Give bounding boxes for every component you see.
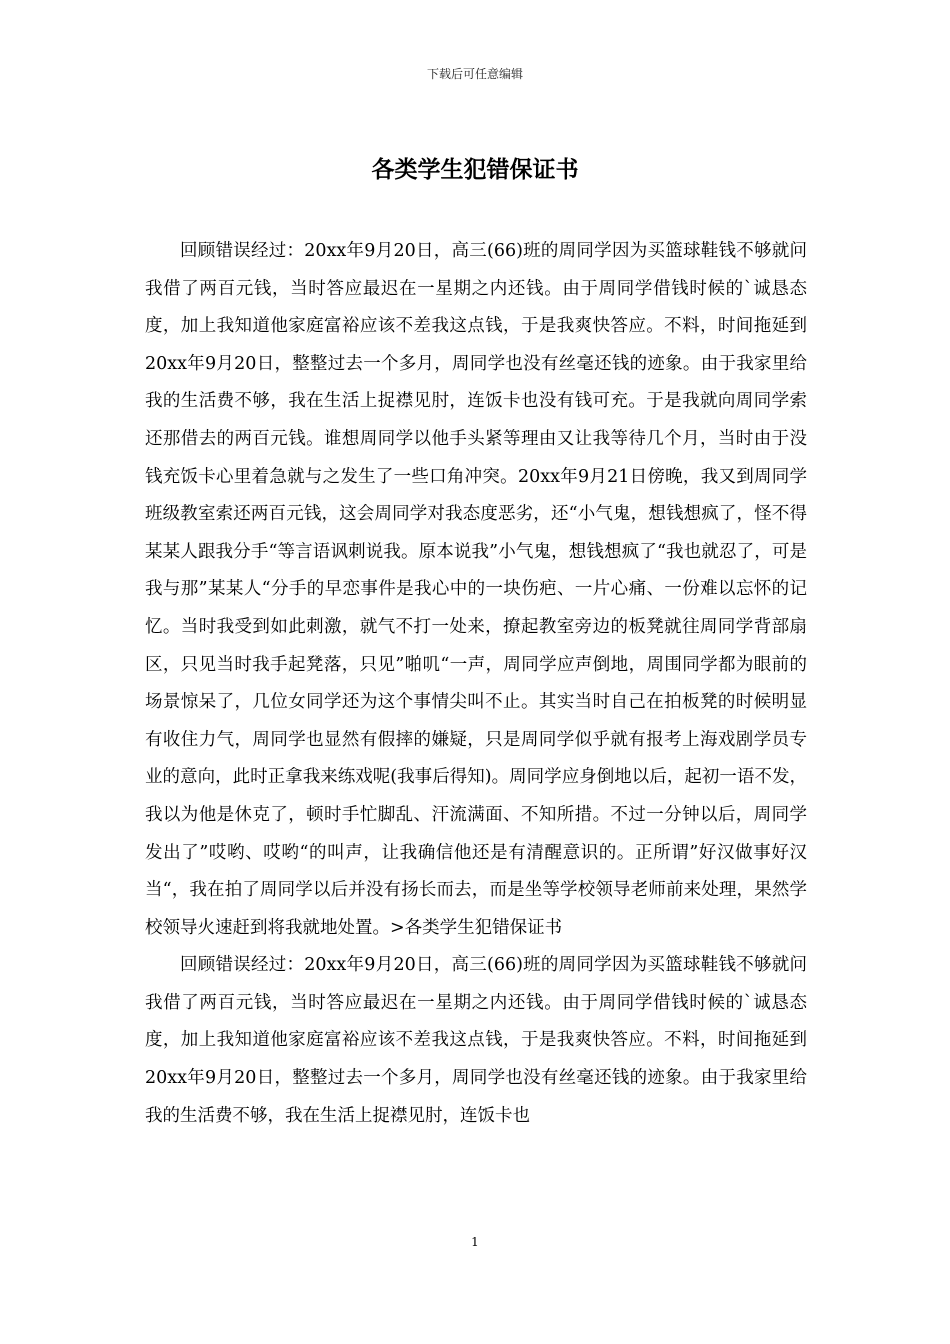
header-note: 下载后可任意编辑 <box>426 67 523 81</box>
body-paragraph: 回顾错误经过：20xx年9月20日，高三(66)班的周同学因为买篮球鞋钱不够就问我借了两百元钱，当时答应最迟在一星期之内还钱。由于周同学借钱时候的`诚恳态度，加上我知道他家庭富裕应该不差我这点钱，于是我爽快答应。不料，时间拖延到20xx年9月20日，整整过去一个多月，周同学也没有丝毫还钱的迹象。由于我家里给我的生活费不够，我在生活上捉襟见肘，连饭卡也 <box>145 955 807 1126</box>
body-paragraph: 回顾错误经过：20xx年9月20日，高三(66)班的周同学因为买篮球鞋钱不够就问我借了两百元钱，当时答应最迟在一星期之内还钱。由于周同学借钱时候的`诚恳态度，加上我知道他家庭富裕应该不差我这点钱，于是我爽快答应。不料，时间拖延到20xx年9月20日，整整过去一个多月，周同学也没有丝毫还钱的迹象。由于我家里给我的生活费不够，我在生活上捉襟见肘，连饭卡也没有钱可充。于是我就向周同学索还那借去的两百元钱。谁想周同学以他手头紧等理由又让我等待几个月，当时由于没钱充饭卡心里着急就与之发生了一些口角冲突。20xx年9月21日傍晚，我又到周同学班级教室索还两百元钱，这会周同学对我态度恶劣，还“小气鬼，想钱想疯了，怪不得某某人跟我分手“等言语讽刺说我。原本说我”小气鬼，想钱想疯了“我也就忍了，可是我与那”某某人“分手的早恋事件是我心中的一块伤疤、一片心痛、一份难以忘怀的记忆。当时我受到如此刺激，就气不打一处来，撩起教室旁边的板凳就往周同学背部扇区，只见当时我手起凳落，只见”啪叽“一声，周同学应声倒地，周围同学都为眼前的场景惊呆了，几位女同学还为这个事情尖叫不止。其实当时自己在拍板凳的时候明显有收住力气，周同学也显然有假摔的嫌疑，只是周同学似乎就有报考上海戏剧学员专业的意向，此时正拿我来练戏呢(我事后得知)。周同学应身倒地以后，起初一语不发，我以为他是休克了，顿时手忙脚乱、汗流满面、不知所措。不过一分钟以后，周同学发出了”哎哟、哎哟“的叫声，让我确信他还是有清醒意识的。正所谓”好汉做事好汉当“，我在拍了周同学以后并没有扬长而去，而是坐等学校领导老师前来处理，果然学校领导火速赶到将我就地处置。>各类学生犯错保证书 <box>145 241 807 938</box>
document-body <box>145 233 807 1135</box>
page-number: 1 <box>471 1235 479 1249</box>
page-title: 各类学生犯错保证书 <box>371 156 579 183</box>
